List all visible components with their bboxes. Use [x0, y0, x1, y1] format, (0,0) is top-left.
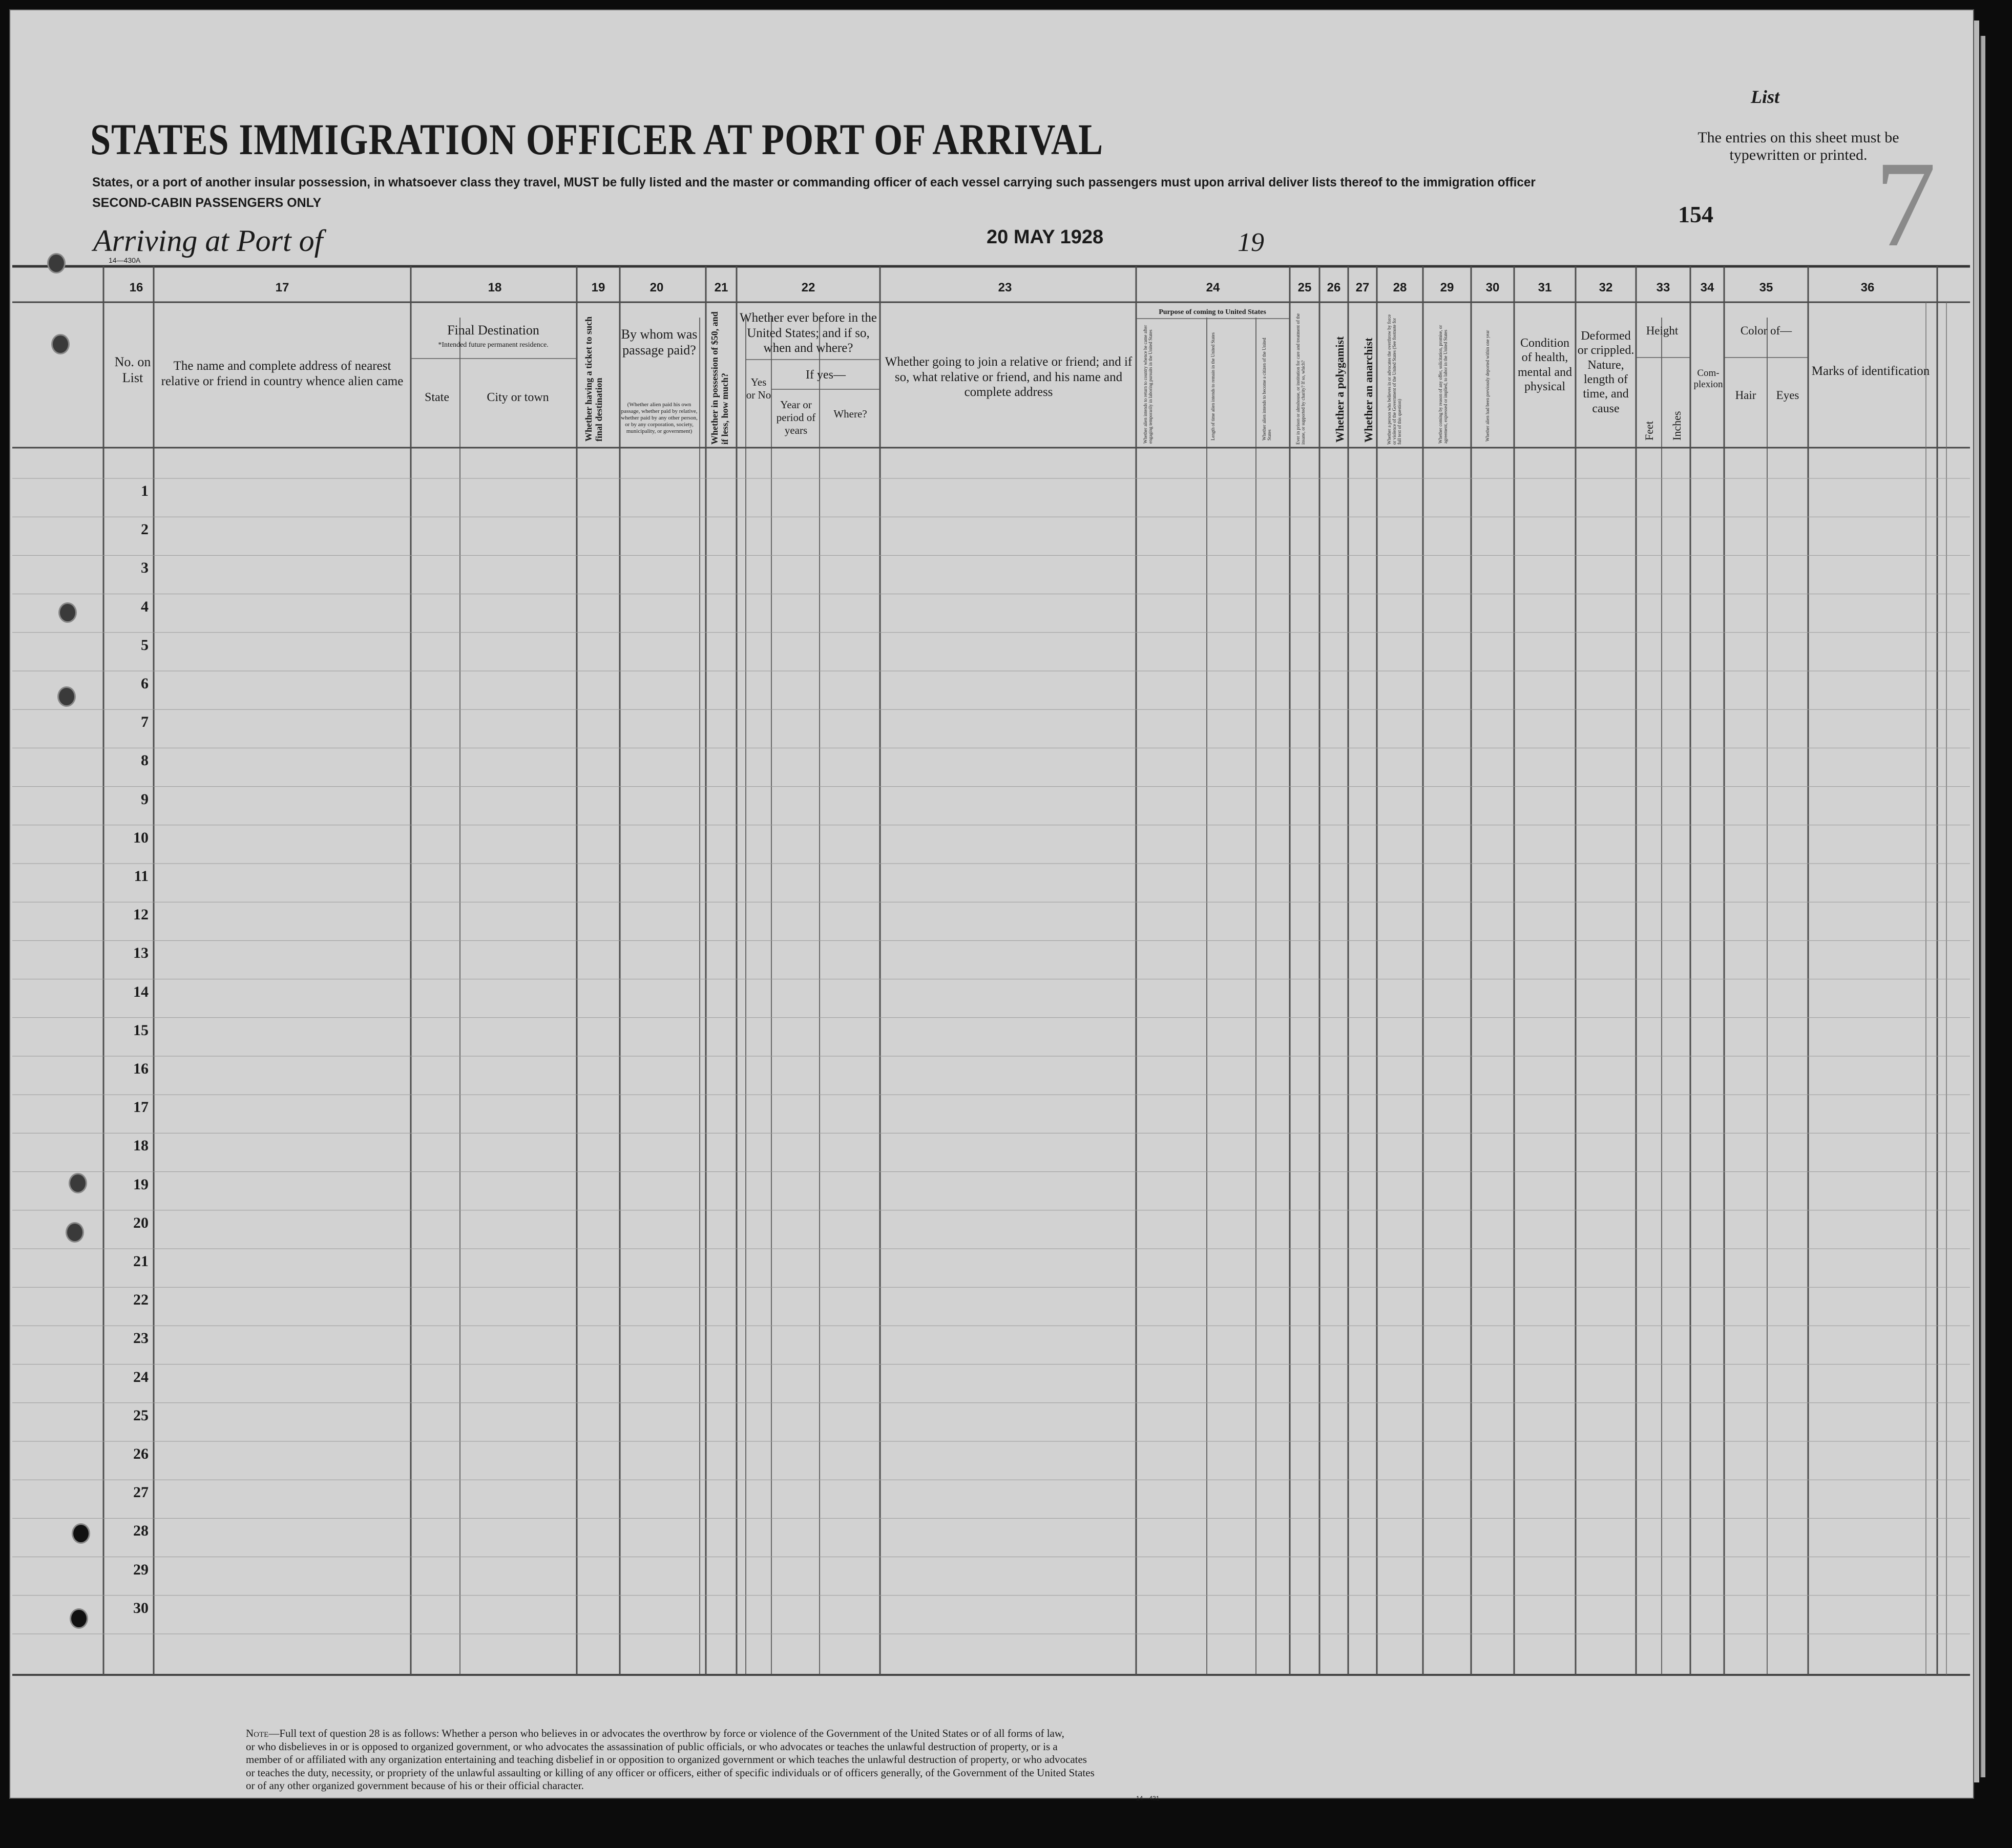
column-number: 35: [1759, 281, 1773, 295]
header-state: State: [425, 391, 449, 404]
header-hair: Hair: [1735, 389, 1756, 402]
header-q29: Whether coming by reason of any offer, solicitation, promise, or agreement, expressed or implied, to labor in the United States: [1438, 325, 1448, 444]
row-number: 6: [141, 675, 149, 692]
column-number: 24: [1206, 281, 1220, 295]
footnote-label: Note: [246, 1727, 269, 1739]
punch-hole: [66, 1222, 84, 1243]
row-number: 23: [133, 1330, 149, 1347]
header-if-yes: If yes—: [806, 368, 846, 382]
row-number: 20: [133, 1214, 149, 1231]
row-number: 3: [141, 559, 149, 577]
row-number: 12: [133, 906, 149, 923]
column-number: 26: [1327, 281, 1341, 295]
row-number: 15: [133, 1021, 149, 1039]
notice-line: States, or a port of another insular possession, in whatsoever class they travel, MUST be fully listed and the master or commanding officer of each vessel carrying such passengers must upon arrival deliver lists thereof to the immigration officer: [92, 175, 1536, 190]
year-prefix: 19: [1238, 228, 1264, 257]
column-number: 23: [998, 281, 1012, 295]
row-number: 8: [141, 752, 149, 769]
header-deformed: Deformed or crippled. Nature, length of time, and cause: [1577, 329, 1634, 415]
header-purpose: Purpose of coming to United States: [1159, 308, 1266, 316]
header-city: City or town: [487, 391, 549, 404]
column-number: 28: [1393, 281, 1407, 295]
header-by-whom-paid-note: (Whether alien paid his own passage, whether paid by relative, whether paid by any other person, or by any corporation, society, municipality, or government): [621, 402, 698, 434]
header-condition: Condition of health, mental and physical: [1518, 337, 1572, 393]
page-title: STATES IMMIGRATION OFFICER AT PORT OF ARRIVAL: [90, 115, 1104, 164]
column-number: 36: [1860, 281, 1875, 295]
header-q28: Whether a person who believes in or advocates the overthrow by force or violence of the Government of the United States (See footnote for full text of this question): [1387, 314, 1402, 445]
form-number: 14—430A: [109, 256, 141, 264]
header-name-address: The name and complete address of nearest relative or friend in country whence alien came: [161, 359, 404, 388]
header-by-whom-paid: By whom was passage paid?: [621, 327, 698, 358]
punch-hole: [72, 1523, 90, 1544]
footer-form-number: 14—431: [1136, 1795, 1160, 1802]
row-number: 5: [141, 636, 149, 654]
row-number: 7: [141, 713, 149, 731]
column-number: 29: [1440, 281, 1454, 295]
page-number: 154: [1678, 201, 1713, 227]
column-number: 19: [591, 281, 605, 295]
footnote-line: or who disbelieves in or is opposed to organized government, or who advocates the assassination of public officials, or who advocates or teaches the unlawful destruction of property, or is a: [246, 1740, 1058, 1753]
date-stamp: 20 MAY 1928: [987, 226, 1104, 248]
column-number: 25: [1297, 281, 1312, 295]
header-prison: Ever in prison or almshouse, or institution for care and treatment of the insane, or supported by charity? If so, which?: [1295, 313, 1306, 445]
footnote-line: —Full text of question 28 is as follows: Whether a person who believes in or advocates the overthrow by force or violence of the Government of the United States or of all forms of law,: [268, 1727, 1064, 1739]
sheet-number: 7: [1875, 136, 1936, 272]
footnote: [246, 1727, 1095, 1793]
header-ever-before: Whether ever before in the United States; and if so, when and where?: [740, 311, 877, 355]
row-number: 1: [141, 482, 149, 499]
punch-hole: [51, 334, 70, 354]
row-number: 10: [133, 829, 149, 846]
row-number: 9: [141, 790, 149, 808]
header-where: Where?: [833, 408, 867, 420]
header-polygamist: Whether a polygamist: [1333, 336, 1346, 443]
column-number: 33: [1656, 281, 1670, 295]
column-number: 21: [714, 281, 728, 295]
header-inches: Inches: [1670, 411, 1683, 440]
row-number: 29: [133, 1561, 149, 1578]
row-number: 22: [133, 1291, 149, 1309]
column-number: 18: [488, 281, 502, 295]
header-color-of: Color of—: [1740, 324, 1792, 337]
header-final-destination: Final Destination: [447, 323, 539, 338]
column-number: 34: [1700, 281, 1714, 295]
row-number: 14: [133, 983, 149, 1000]
footnote-line: or teaches the duty, necessity, or propriety of the unlawful assaulting or killing of any officer or officers, either of specific individuals or of officers generally, of the Government of the United States: [246, 1766, 1095, 1779]
column-number: 32: [1599, 281, 1613, 295]
row-number: 16: [133, 1060, 149, 1077]
header-money: Whether in possession of $50, and if less, how much?: [709, 311, 730, 445]
header-final-destination-note: *Intended future permanent residence.: [438, 341, 549, 349]
row-number: 11: [134, 868, 149, 885]
row-number: 28: [133, 1522, 149, 1540]
column-number: 27: [1355, 281, 1370, 295]
row-number: 24: [133, 1368, 149, 1385]
header-complexion: Com-plexion: [1693, 368, 1723, 390]
row-number: 13: [133, 944, 149, 962]
row-number: 18: [133, 1137, 149, 1154]
header-ticket: Whether having a ticket to such final destination: [583, 316, 604, 442]
punch-hole: [58, 602, 77, 623]
header-purpose-citizen: Whether alien intends to become a citizen of the United States: [1262, 338, 1272, 440]
row-number: 17: [133, 1099, 149, 1116]
header-yes-or-no: Yes or No: [746, 376, 771, 401]
header-purpose-length: Length of time alien intends to remain in the United States: [1210, 332, 1215, 440]
row-number: 2: [141, 521, 149, 538]
row-number: 21: [133, 1253, 149, 1270]
punch-hole: [57, 686, 76, 707]
row-number: 19: [133, 1175, 149, 1193]
list-label: List: [1751, 87, 1780, 107]
header-eyes: Eyes: [1776, 389, 1799, 402]
row-number: 30: [133, 1599, 149, 1616]
row-number: 25: [133, 1406, 149, 1424]
punch-hole: [69, 1173, 87, 1193]
header-year-period: Year or period of years: [776, 398, 816, 436]
header-anarchist: Whether an anarchist: [1362, 338, 1375, 443]
row-number: 27: [133, 1484, 149, 1501]
column-number: 16: [129, 281, 143, 295]
header-height: Height: [1646, 324, 1679, 337]
header-join-relative: Whether going to join a relative or friend; and if so, what relative or friend, and his name and complete address: [885, 355, 1133, 399]
header-marks: Marks of identification: [1811, 364, 1930, 378]
row-number: 4: [141, 598, 149, 615]
class-line: SECOND-CABIN PASSENGERS ONLY: [92, 196, 322, 210]
column-number: 31: [1538, 281, 1552, 295]
column-number: 30: [1485, 281, 1500, 295]
column-number: 22: [801, 281, 815, 295]
footnote-line: member of or affiliated with any organization entertaining and teaching disbelief in or opposition to organized government or which teaches the unlawful destruction of property, or who advocates: [246, 1753, 1087, 1766]
header-feet: Feet: [1643, 421, 1655, 440]
punch-hole: [70, 1608, 88, 1629]
column-number: 20: [649, 281, 664, 295]
header-q30: Whether alien had been previously deported within one year: [1485, 330, 1490, 442]
column-number: 17: [275, 281, 289, 295]
header-purpose-return: Whether alien intends to return to country whence he came after engaging temporarily in laboring pursuits in the United States: [1143, 325, 1153, 444]
header-no-on-list: No. on List: [114, 354, 151, 385]
typewritten-note: The entries on this sheet must be typewritten or printed.: [1697, 129, 1899, 163]
arriving-label: Arriving at Port of: [93, 224, 323, 258]
row-number: 26: [133, 1445, 149, 1462]
footnote-line: or of any other organized government because of his or their official character.: [246, 1779, 584, 1792]
punch-hole: [47, 253, 66, 274]
